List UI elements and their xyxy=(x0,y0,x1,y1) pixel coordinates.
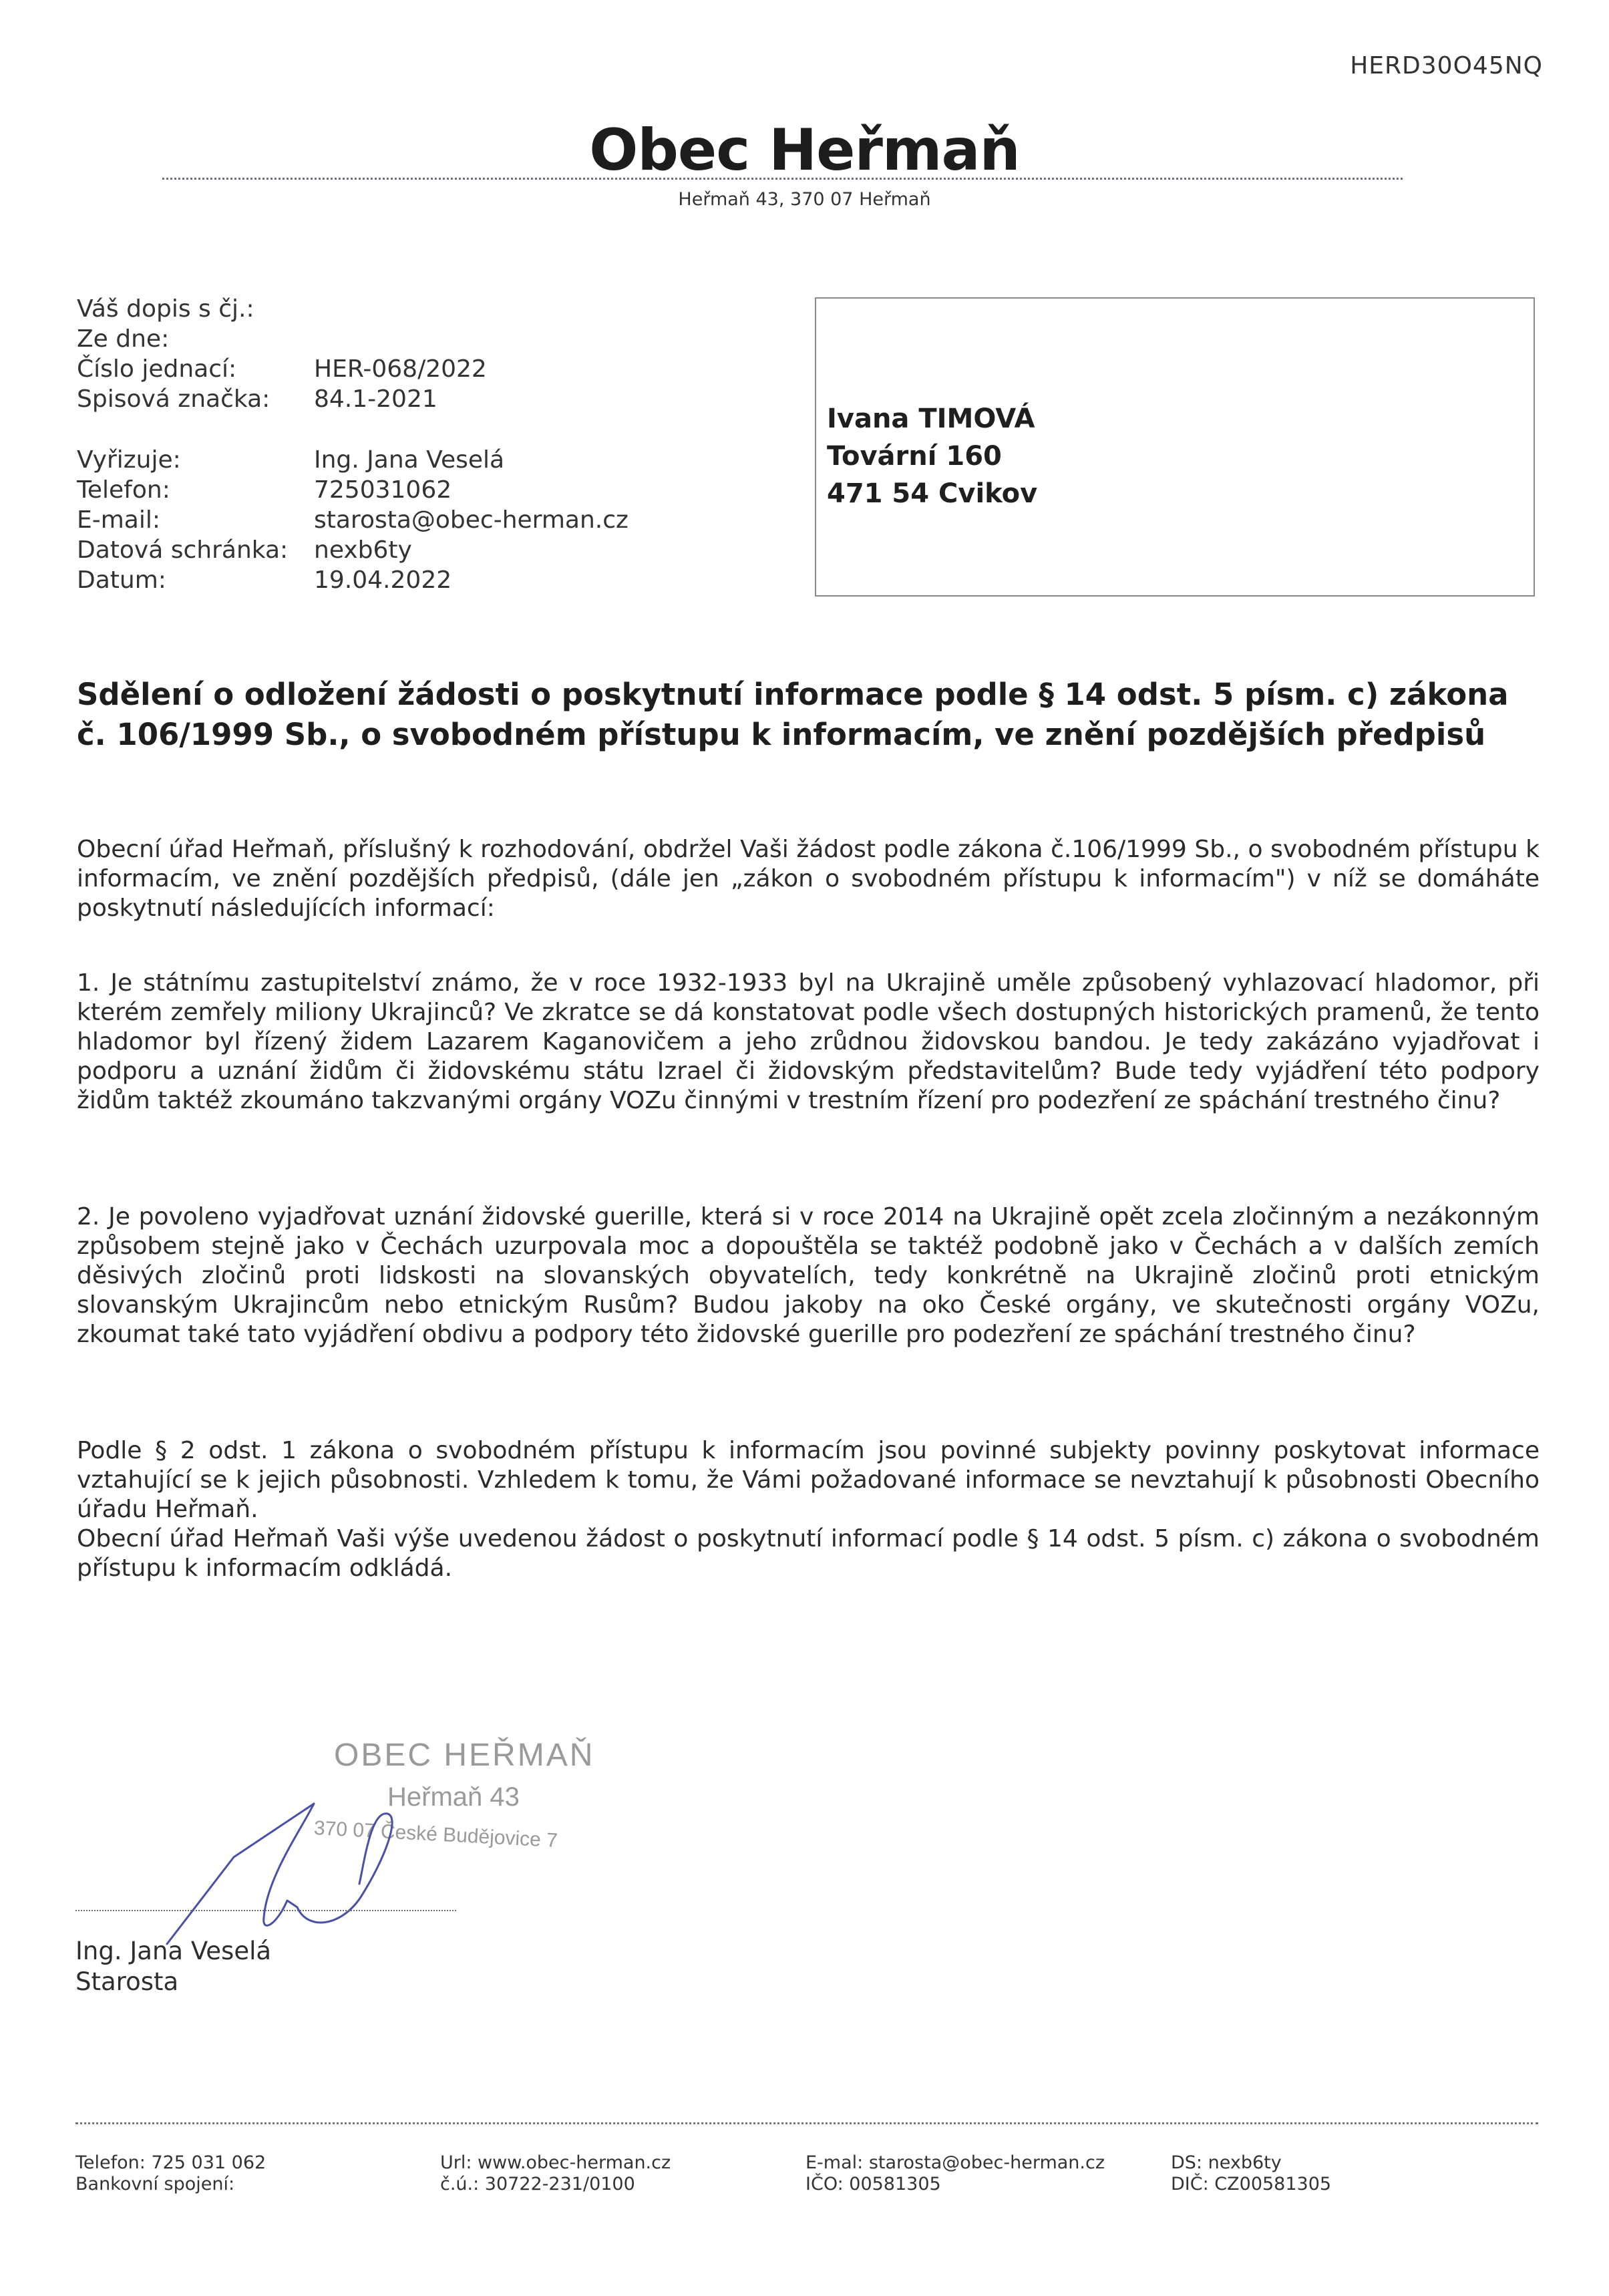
meta-row-date-of xyxy=(77,324,629,354)
meta-value: HER-068/2022 xyxy=(314,355,487,383)
recipient-address-box xyxy=(815,297,1535,597)
meta-row-phone xyxy=(77,475,629,505)
footer-divider xyxy=(75,2122,1538,2124)
meta-label: Ze dne: xyxy=(77,325,170,353)
document-code: HERD30O45NQ xyxy=(1350,52,1543,79)
meta-value: Ing. Jana Veselá xyxy=(314,446,505,474)
organization-address: Heřmaň 43, 370 07 Heřmaň xyxy=(678,189,931,210)
meta-label: Datová schránka: xyxy=(77,536,289,564)
meta-row-handled-by xyxy=(77,445,629,475)
signer-block xyxy=(75,1936,271,1997)
intro-paragraph xyxy=(77,835,1540,923)
meta-row-your-letter xyxy=(77,294,629,324)
meta-value: 84.1-2021 xyxy=(314,385,437,413)
footer-column-phone-bank xyxy=(75,2152,266,2195)
stamp-line-3: 370 07 České Budějovice 7 xyxy=(313,1817,558,1852)
point-2-text: 2. Je povoleno vyjadřovat uznání židovské guerille, která si v roce 2014 na Ukrajině opět zcela zločinným a nezákonným způsobem stejně jako v Čechách uzurpovala moc a dopouštěla se taktéž podobně jako v Čechách a v dalších zemích děsivých zločinů proti lidskosti na slovanských obyvatelích, tedy konkrétně na Ukrajině zločinů proti etnickým slovanským Ukrajincům nebo etnickým Rusům? Budou jakoby na oko České orgány, ve skutečnosti orgány VOZu, zkoumat také tato vyjádření obdivu a podpory této židovské guerille pro podezření ze spáchání trestného činu? xyxy=(77,1203,1540,1348)
meta-label: Spisová značka: xyxy=(77,385,271,413)
header-divider xyxy=(162,178,1403,180)
meta-row-date xyxy=(77,565,629,595)
organization-title: Obec Heřmaň xyxy=(589,117,1020,184)
recipient-name: Ivana TIMOVÁ xyxy=(827,403,1035,434)
recipient-street: Tovární 160 xyxy=(827,441,1002,472)
footer-account: č.ú.: 30722-231/0100 xyxy=(440,2174,635,2194)
footer-email: E-mal: starosta@obec-herman.cz xyxy=(806,2152,1105,2173)
meta-label: Číslo jednací: xyxy=(77,355,237,383)
handwritten-signature-icon xyxy=(147,1777,427,1951)
meta-value: starosta@obec-herman.cz xyxy=(314,506,629,534)
meta-spacer xyxy=(77,414,629,445)
reference-metadata xyxy=(77,294,629,595)
footer-dic: DIČ: CZ00581305 xyxy=(1171,2174,1332,2194)
request-point-2 xyxy=(77,1202,1540,1349)
meta-row-data-box xyxy=(77,535,629,565)
meta-label: Váš dopis s čj.: xyxy=(77,295,254,323)
footer-column-url-account xyxy=(440,2152,671,2195)
footer-ico: IČO: 00581305 xyxy=(806,2174,941,2194)
point-1-text: 1. Je státnímu zastupitelství známo, že v roce 1932-1933 byl na Ukrajině uměle způsobený vyhlazovací hladomor, při kterém zemřely miliony Ukrajinců? Ve zkratce se dá konstatovat podle všech dostupných historických pramenů, že tento hladomor byl řízený židem Lazarem Kaganovičem a jeho zrůdnou židovskou bandou. Je tedy zakázáno vyjadřovat i podporu a uznání židům či židovskému státu Izrael či židovským představitelům? Bude tedy vyjádření této podpory židům taktéž zkoumáno takzvanými orgány VOZu činnými v trestním řízení pro podezření ze spáchání trestného činu? xyxy=(77,969,1540,1114)
meta-value: nexb6ty xyxy=(314,536,412,564)
meta-value: 19.04.2022 xyxy=(314,566,452,594)
meta-value: 725031062 xyxy=(314,476,452,504)
meta-label: E-mail: xyxy=(77,506,160,534)
footer-column-ds-dic xyxy=(1171,2152,1331,2195)
meta-label: Datum: xyxy=(77,566,166,594)
meta-row-email xyxy=(77,505,629,535)
recipient-city: 471 54 Cvikov xyxy=(827,478,1038,509)
meta-row-file-mark xyxy=(77,384,629,414)
decision-text-1: Podle § 2 odst. 1 zákona o svobodném přístupu k informacím jsou povinné subjekty povinny poskytovat informace vztahující se k jejich působnosti. Vzhledem k tomu, že Vámi požadované informace se nevztahují k působnosti Obecního úřadu Heřmaň. xyxy=(77,1437,1540,1523)
footer-bank-label: Bankovní spojení: xyxy=(75,2174,235,2194)
intro-text: Obecní úřad Heřmaň, příslušný k rozhodování, obdržel Vaši žádost podle zákona č.106/1999 Sb., o svobodném přístupu k informacím, ve znění pozdějších předpisů, (dále jen „zákon o svobodném přístupu k informacím") v níž se domáháte poskytnutí následujících informací: xyxy=(77,836,1540,922)
decision-text-2: Obecní úřad Heřmaň Vaši výše uvedenou žádost o poskytnutí informací podle § 14 odst. 5 písm. c) zákona o svobodném přístupu k informacím odkládá. xyxy=(77,1525,1540,1582)
meta-label: Telefon: xyxy=(77,476,170,504)
signer-role: Starosta xyxy=(75,1967,179,1996)
recipient-address xyxy=(827,400,1037,512)
footer-data-box: DS: nexb6ty xyxy=(1171,2152,1282,2173)
stamp-line-2: Heřmaň 43 xyxy=(387,1782,520,1812)
signer-name: Ing. Jana Veselá xyxy=(75,1937,272,1965)
footer-phone: Telefon: 725 031 062 xyxy=(75,2152,266,2173)
signature-line xyxy=(75,1910,456,1911)
meta-row-reference-number xyxy=(77,354,629,384)
footer-url: Url: www.obec-herman.cz xyxy=(440,2152,671,2173)
letter-subject: Sdělení o odložení žádosti o poskytnutí informace podle § 14 odst. 5 písm. c) zákona č. 106/1999 Sb., o svobodném přístupu k informacím, ve znění pozdějších předpisů xyxy=(77,677,1509,752)
footer-column-email-ico xyxy=(806,2152,1105,2195)
request-point-1 xyxy=(77,969,1540,1116)
meta-label: Vyřizuje: xyxy=(77,446,181,474)
decision-paragraph xyxy=(77,1436,1540,1583)
stamp-line-1: OBEC HEŘMAŇ xyxy=(334,1738,595,1773)
